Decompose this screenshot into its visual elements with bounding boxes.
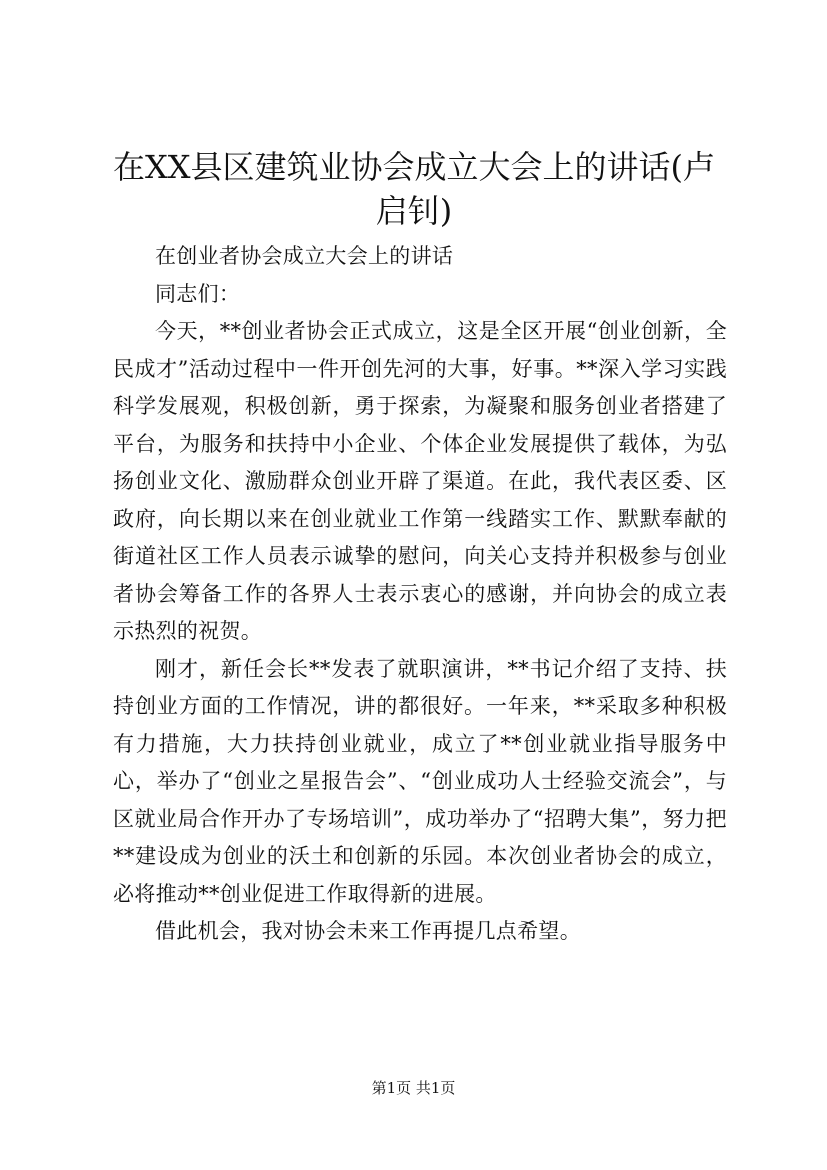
- speech-subtitle: 在创业者协会成立大会上的讲话: [155, 244, 454, 268]
- document-title: 在XX县区建筑业协会成立大会上的讲话(卢启钊): [112, 148, 716, 230]
- body-paragraph: 刚才，新任会长**发表了就职演讲，**书记介绍了支持、扶持创业方面的工作情况，讲的都很好。一年来，**采取多种积极有力措施，大力扶持创业就业，成立了**创业就业指导服务中心，举办了“创业之星报告会”、“创业成功人士经验交流会”，与区就业局合作开办了专场培训”，成功举办了“招聘大集”，努力把**建设成为创业的沃土和创新的乐园。本次创业者协会的成立，必将推动**创业促进工作取得新的进展。: [113, 656, 727, 906]
- page-footer: 第1页 共1页: [371, 1079, 456, 1097]
- body-paragraph: 借此机会，我对协会未来工作再提几点希望。: [155, 919, 581, 943]
- body-paragraph: 今天，**创业者协会正式成立，这是全区开展“创业创新，全民成才”活动过程中一件开创先河的大事，好事。**深入学习实践科学发展观，积极创新，勇于探索，为凝聚和服务创业者搭建了平台，为服务和扶持中小企业、个体企业发展提供了载体，为弘扬创业文化、激励群众创业开辟了渠道。在此，我代表区委、区政府，向长期以来在创业就业工作第一线踏实工作、默默奉献的街道社区工作人员表示诚挚的慰问，向关心支持并积极参与创业者协会筹备工作的各界人士表示衷心的感谢，并向协会的成立表示热烈的祝贺。: [113, 319, 727, 643]
- salutation: 同志们：: [155, 281, 241, 306]
- document-body: [113, 238, 727, 951]
